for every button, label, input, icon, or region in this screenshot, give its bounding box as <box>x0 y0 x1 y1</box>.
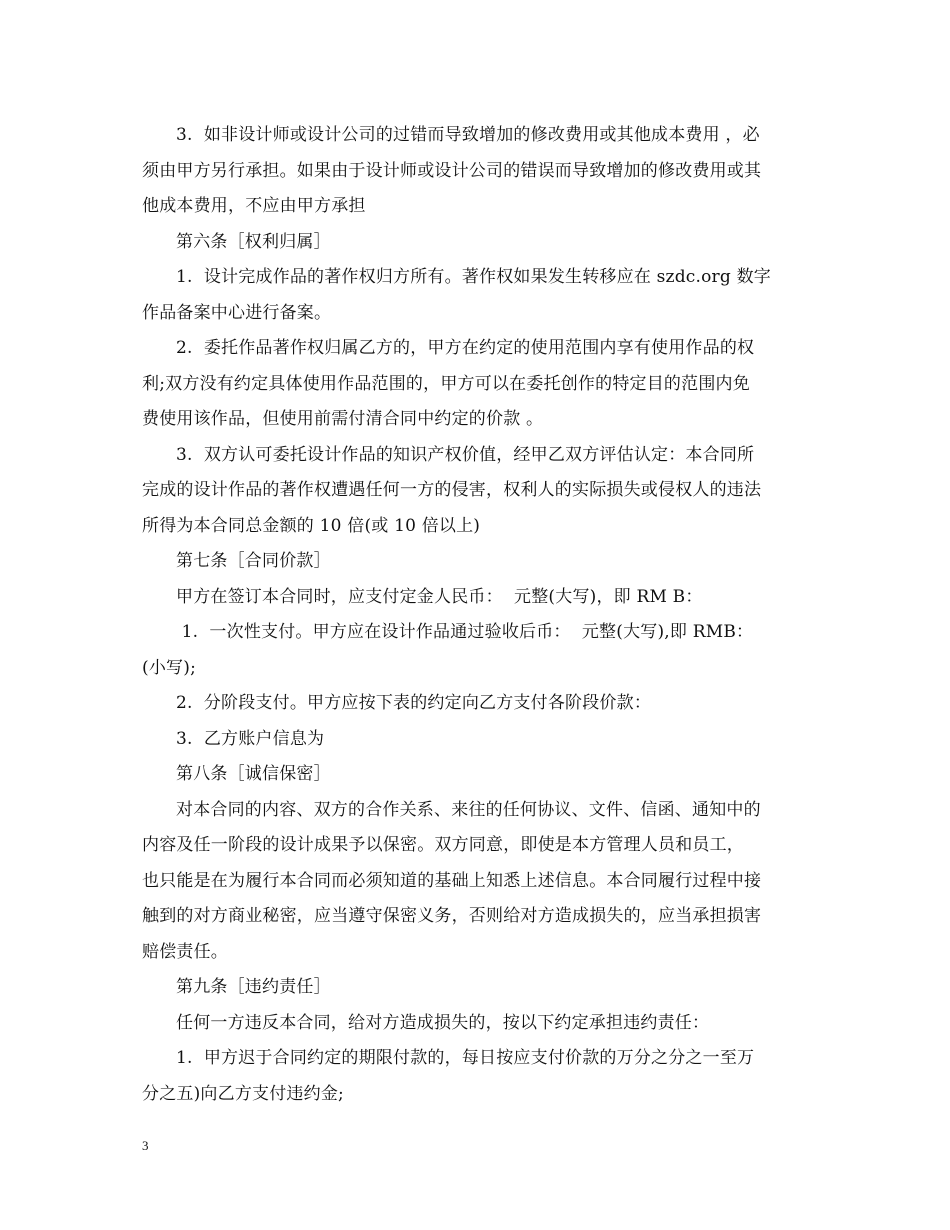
text-line: 甲方在签订本合同时，应支付定金人民币： 元整(大写)，即 RM B： <box>176 586 703 607</box>
text-line: 任何一方违反本合同，给对方造成损失的，按以下约定承担违约责任： <box>176 1012 710 1033</box>
document-body <box>142 118 812 1112</box>
text-line: 费使用该作品，但使用前需付清合同中约定的价款 。 <box>142 409 544 429</box>
text-line: 第七条［合同价款］ <box>176 551 331 571</box>
text-line: 对本合同的内容、双方的合作关系、来往的任何协议、文件、信函、通知中的 <box>176 799 761 820</box>
text-line: 第九条［违约责任］ <box>176 977 331 997</box>
text-line: 2. 分阶段支付。甲方应按下表的约定向乙方支付各阶段价款： <box>176 693 652 713</box>
text-line: 所得为本合同总金额的 10 倍(或 10 倍以上) <box>142 515 481 536</box>
text-line: 第八条［诚信保密］ <box>176 764 331 784</box>
text-line: 利;双方没有约定具体使用作品范围的，甲方可以在委托创作的特定目的范围内免 <box>142 373 750 394</box>
page-number: 3 <box>142 1138 149 1153</box>
text-line: 须由甲方另行承担。如果由于设计师或设计公司的错误而导致增加的修改费用或其 <box>142 160 762 181</box>
text-line: 完成的设计作品的著作权遭遇任何一方的侵害，权利人的实际损失或侵权人的违法 <box>142 480 762 500</box>
text-line: 也只能是在为履行本合同而必须知道的基础上知悉上述信息。本合同履行过程中接 <box>142 870 762 891</box>
text-line: 1. 一次性支付。甲方应在设计作品通过验收后币： 元整(大写),即 RMB： <box>176 622 754 642</box>
text-line: 内容及任一阶段的设计成果予以保密。双方同意，即使是本方管理人员和员工， <box>142 835 744 855</box>
text-line: 赔偿责任。 <box>142 941 228 962</box>
text-line: 2. 委托作品著作权归属乙方的，甲方在约定的使用范围内享有使用作品的权 <box>176 338 755 358</box>
text-line: 3. 乙方账户信息为 <box>176 728 325 749</box>
text-line: 1. 设计完成作品的著作权归方所有。著作权如果发生转移应在 szdc.org 数字 <box>176 267 771 287</box>
text-line: 第六条［权利归属］ <box>176 231 331 252</box>
text-line: 作品备案中心进行备案。 <box>142 302 332 323</box>
text-line: 3. 如非设计师或设计公司的过错而导致增加的修改费用或其他成本费用 ，必 <box>176 125 760 145</box>
text-line: 3. 双方认可委托设计作品的知识产权价值，经甲乙双方评估认定：本合同所 <box>176 444 755 465</box>
text-line: 1. 甲方迟于合同约定的期限付款的，每日按应支付价款的万分之分之一至万 <box>176 1048 755 1068</box>
text-line: 触到的对方商业秘密，应当遵守保密义务，否则给对方造成损失的，应当承担损害 <box>142 906 762 926</box>
text-line: (小写); <box>142 657 196 678</box>
text-line: 分之五)向乙方支付违约金; <box>142 1083 344 1104</box>
text-line: 他成本费用，不应由甲方承担 <box>142 196 366 216</box>
